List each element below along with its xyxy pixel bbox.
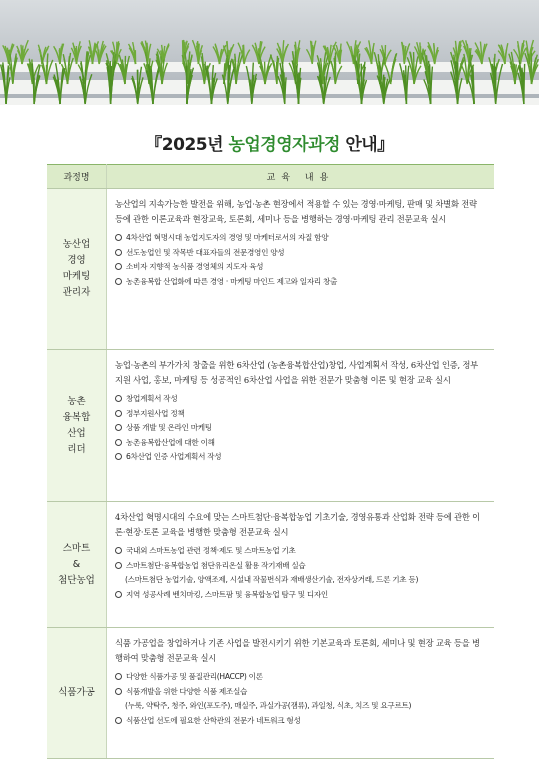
title-suffix: 안내』 [339, 135, 394, 155]
course-item-text: 상품 개발 및 온라인 마케팅 [126, 423, 212, 432]
course-item [115, 544, 486, 559]
header-banner-image [0, 0, 539, 105]
circle-bullet-icon [115, 547, 122, 554]
course-name-cell [47, 189, 107, 350]
course-name-line: & [72, 558, 81, 570]
course-item [115, 559, 486, 574]
course-content-cell [107, 189, 495, 350]
course-name-line: 첨단농업 [58, 574, 95, 586]
course-name-cell [47, 502, 107, 628]
course-table [47, 164, 494, 759]
course-item [115, 421, 486, 436]
course-item [115, 246, 486, 261]
course-item-detail: (스마트첨단 농업기술, 양액조제, 시설내 작물번식과 재배생산기술, 전자상거래, 드론 기초 등) [125, 575, 419, 584]
circle-bullet-icon [115, 234, 122, 241]
table-row [47, 350, 494, 502]
course-name-line: 관리자 [62, 287, 91, 298]
course-summary: 4차산업 혁명시대의 수요에 맞는 스마트첨단·융복합농업 기초기술, 경영유통과 산업화 전략 등에 관한 이론·현장·토론 교육을 병행한 맞춤형 전문교육 실시 [115, 512, 480, 537]
circle-bullet-icon [115, 673, 122, 680]
course-name-line: 스마트 [62, 542, 91, 554]
circle-bullet-icon [115, 410, 122, 417]
course-item-text: 농촌융복합 산업화에 따른 경영 · 마케팅 마인드 제고와 일자리 창출 [126, 276, 338, 286]
course-item-text: 농촌융복합산업에 대한 이해 [126, 437, 215, 447]
circle-bullet-icon [115, 453, 122, 460]
table-header-row [47, 165, 494, 189]
course-summary: 농업·농촌의 부가가치 창출을 위한 6차산업 (농촌융복합산업)창업, 사업계획서 작성, 6차산업 인증, 정부 지원 사업, 홍보, 마케팅 등 성공적인 6차산업 사업을 위한 전문가 맞춤형 이론 및 현장 교육 실시 [115, 360, 478, 385]
title-prefix: 『2025년 [145, 135, 229, 155]
course-name-line: 산업 [67, 427, 86, 439]
course-item-text: 6차산업 인증 사업계획서 작성 [126, 452, 222, 461]
course-item-text: 스마트첨단·융복합농업 첨단유리온실 활용 작기재배 실습 [126, 560, 306, 570]
course-item-text: 선도농업인 및 작목반 대표자들의 전문경영인 양성 [126, 247, 285, 257]
page-title [0, 130, 539, 155]
sprout-illustration [0, 0, 539, 105]
course-item [115, 436, 486, 451]
course-item-text: 4차산업 혁명시대 농업지도자의 경영 및 마케터로서의 자질 함양 [126, 233, 329, 242]
course-item-text: 정부지원사업 정책 [126, 408, 185, 418]
circle-bullet-icon [115, 395, 122, 402]
title-highlight: 농업경영자과정 [228, 135, 340, 155]
course-name-line: 농촌 [67, 395, 86, 407]
course-item-text: 식품개발을 위한 다양한 식품 제조실습 [126, 686, 248, 696]
course-name-line: 농산업 [62, 239, 91, 250]
course-item-text: 소비자 지향적 농식품 경영체의 지도자 육성 [126, 262, 264, 271]
course-item-text: 다양한 식품가공 및 품질관리(HACCP) 이론 [126, 672, 263, 681]
circle-bullet-icon [115, 591, 122, 598]
course-name-line: 경영 [67, 255, 86, 266]
table-row [47, 628, 494, 759]
course-content-cell [107, 628, 495, 759]
circle-bullet-icon [115, 688, 122, 695]
course-item [115, 407, 486, 422]
course-item-text: 국내외 스마트농업 관련 정책·제도 및 스마트농업 기초 [126, 546, 296, 555]
course-summary: 농산업의 지속가능한 발전을 위해, 농업·농촌 현장에서 적용할 수 있는 경영·마케팅, 판매 및 차별화 전략 등에 관한 이론교육과 현장교육, 토론회, 세미나 등을 병행하는 경영·마케팅 관리 전문교육 실시 [115, 199, 477, 224]
course-name-line: 융복합 [62, 411, 91, 423]
course-item [115, 231, 486, 246]
course-name-line: 리더 [67, 443, 86, 455]
table-row [47, 189, 494, 350]
course-name-line: 마케팅 [62, 271, 91, 282]
course-item [115, 670, 486, 685]
circle-bullet-icon [115, 263, 122, 270]
table-row [47, 502, 494, 628]
course-content-cell [107, 502, 495, 628]
course-name-cell [47, 628, 107, 759]
course-item-detail: (누룩, 약탁주, 청주, 와인(포도주), 매실주, 과실가공(잼류), 과일청, 식초, 치즈 및 요구르트) [125, 701, 412, 710]
course-name-line: 식품가공 [58, 687, 95, 698]
course-item [115, 714, 486, 729]
circle-bullet-icon [115, 562, 122, 569]
course-name-cell [47, 350, 107, 502]
circle-bullet-icon [115, 249, 122, 256]
course-item-text: 식품산업 선도에 필요한 산학관의 전문가 네트워크 형성 [126, 715, 301, 725]
circle-bullet-icon [115, 278, 122, 285]
course-item [115, 260, 486, 275]
course-item [115, 685, 486, 700]
course-item-text: 지역 성공사례 벤치마킹, 스마트팜 및 융복합농업 탐구 및 디자인 [126, 589, 328, 599]
circle-bullet-icon [115, 439, 122, 446]
course-content-cell [107, 350, 495, 502]
course-item [115, 392, 486, 407]
circle-bullet-icon [115, 424, 122, 431]
circle-bullet-icon [115, 717, 122, 724]
header-course-content: 교육 내용 [107, 165, 495, 189]
course-item [115, 588, 486, 603]
course-item [115, 450, 486, 465]
course-item [115, 275, 486, 290]
header-course-name: 과정명 [47, 165, 107, 189]
course-summary: 식품 가공업을 창업하거나 기존 사업을 발전시키기 위한 기본교육과 토론회, 세미나 및 현장 교육 등을 병행하여 맞춤형 전문교육 실시 [115, 638, 480, 663]
course-item-text: 창업계획서 작성 [126, 394, 178, 403]
